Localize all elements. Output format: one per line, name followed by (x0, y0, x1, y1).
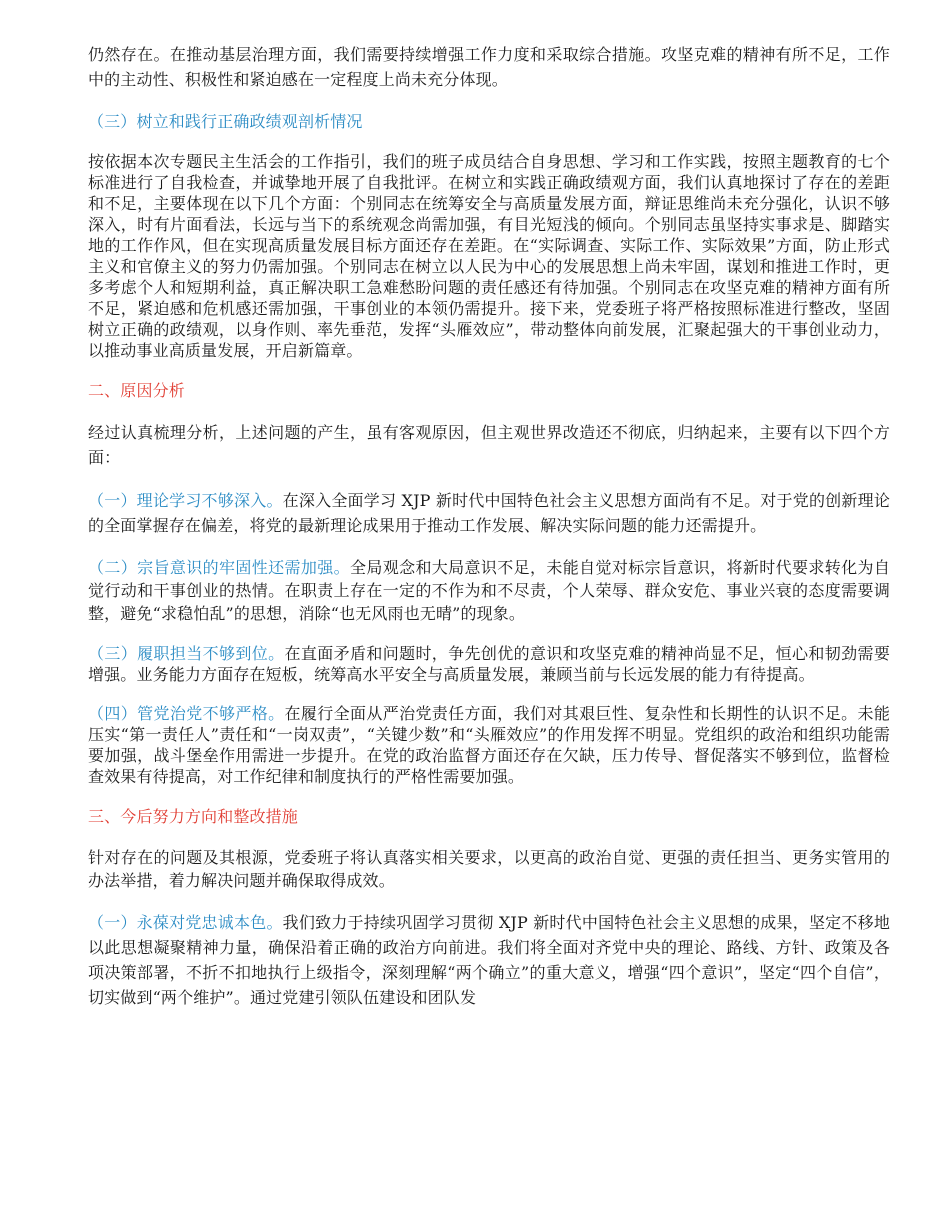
paragraph-reason-3 (88, 643, 890, 685)
reason-3-lead: （三）履职担当不够到位。 (88, 644, 285, 663)
document-page (88, 42, 890, 1010)
paragraph-measure-1 (88, 910, 890, 1010)
paragraph-zhengjiguan: 按依据本次专题民主生活会的工作指引，我们的班子成员结合自身思想、学习和工作实践，按照主题教育的七个标准进行了自我检查，并诚挚地开展了自我批评。在树立和实践正确政绩观方面，我们认真地探讨了存在的差距和不足，主要体现在以下几个方面：个别同志在统筹安全与高质量发展方面，辩证思维尚未充分强化，认识不够深入，时有片面看法，长远与当下的系统观念尚需加强，有目光短浅的倾向。个别同志虽坚持实事求是、脚踏实地的工作作风，但在实现高质量发展目标方面还存在差距。在“实际调查、实际工作、实际效果”方面，防止形式主义和官僚主义的努力仍需加强。个别同志在树立以人民为中心的发展思想上尚未牢固，谋划和推进工作时，更多考虑个人和短期利益，真正解决职工急难愁盼问题的责任感还有待加强。个别同志在攻坚克难的精神方面有所不足，紧迫感和危机感还需加强，干事创业的本领仍需提升。接下来，党委班子将严格按照标准进行整改，坚固树立正确的政绩观，以身作则、率先垂范，发挥“头雁效应”，带动整体向前发展，汇聚起强大的干事创业动力，以推动事业高质量发展，开启新篇章。 (88, 152, 890, 360)
paragraph-fangxiang-intro: 针对存在的问题及其根源，党委班子将认真落实相关要求，以更高的政治自觉、更强的责任担当、更务实管用的办法举措，着力解决问题并确保取得成效。 (88, 848, 890, 890)
paragraph-reason-1 (88, 488, 890, 538)
reason-1-lead: （一）理论学习不够深入。 (88, 491, 283, 510)
paragraph-reason-2 (88, 556, 890, 625)
measure-1-lead: （一）永葆对党忠诚本色。 (88, 913, 283, 932)
measure-1-body: 我们致力于持续巩固学习贯彻 XJP 新时代中国特色社会主义思想的成果，坚定不移地以此思想凝聚精神力量，确保沿着正确的政治方向前进。我们将全面对齐党中央的理论、路线、方针、政策及各项决策部署，不折不扣地执行上级指令，深刻理解“两个确立”的重大意义，增强“四个意识”，坚定“四个自信”，切实做到“两个维护”。通过党建引领队伍建设和团队发 (88, 913, 890, 1007)
section-heading-fangxiang: 三、今后努力方向和整改措施 (88, 807, 298, 826)
paragraph-intro-tail: 仍然存在。在推动基层治理方面，我们需要持续增强工作力度和采取综合措施。攻坚克难的精神有所不足，工作中的主动性、积极性和紧迫感在一定程度上尚未充分体现。 (88, 45, 890, 89)
reason-4-lead: （四）管党治党不够严格。 (88, 704, 285, 723)
paragraph-yuanyin-intro: 经过认真梳理分析，上述问题的产生，虽有客观原因，但主观世界改造还不彻底，归纳起来，主要有以下四个方面： (88, 423, 890, 467)
reason-2-lead: （二）宗旨意识的牢固性还需加强。 (88, 558, 350, 577)
section-heading-yuanyin: 二、原因分析 (88, 381, 185, 400)
reason-2-body: 全局观念和大局意识不足，未能自觉对标宗旨意识，将新时代要求转化为自觉行动和干事创业的热情。在职责上存在一定的不作为和不尽责，个人荣辱、群众安危、事业兴衰的态度需要调整，避免“求稳怕乱”的思想，消除“也无风雨也无晴”的现象。 (88, 558, 890, 623)
reason-3-body: 在直面矛盾和问题时，争先创优的意识和攻坚克难的精神尚显不足，恒心和韧劲需要增强。业务能力方面存在短板，统筹高水平安全与高质量发展，兼顾当前与长远发展的能力有待提高。 (88, 644, 890, 684)
reason-1-body: 在深入全面学习 XJP 新时代中国特色社会主义思想方面尚有不足。对于党的创新理论的全面掌握存在偏差，将党的最新理论成果用于推动工作发展、解决实际问题的能力还需提升。 (88, 491, 890, 535)
section-heading-zhengjiguan: （三）树立和践行正确政绩观剖析情况 (88, 112, 363, 131)
paragraph-reason-4 (88, 703, 890, 787)
reason-4-body: 在履行全面从严治党责任方面，我们对其艰巨性、复杂性和长期性的认识不足。未能压实“第一责任人”责任和“一岗双责”，“关键少数”和“头雁效应”的作用发挥不明显。党组织的政治和组织功能需要加强，战斗堡垒作用需进一步提升。在党的政治监督方面还存在欠缺，压力传导、督促落实不够到位，监督检查效果有待提高，对工作纪律和制度执行的严格性需要加强。 (88, 704, 890, 786)
